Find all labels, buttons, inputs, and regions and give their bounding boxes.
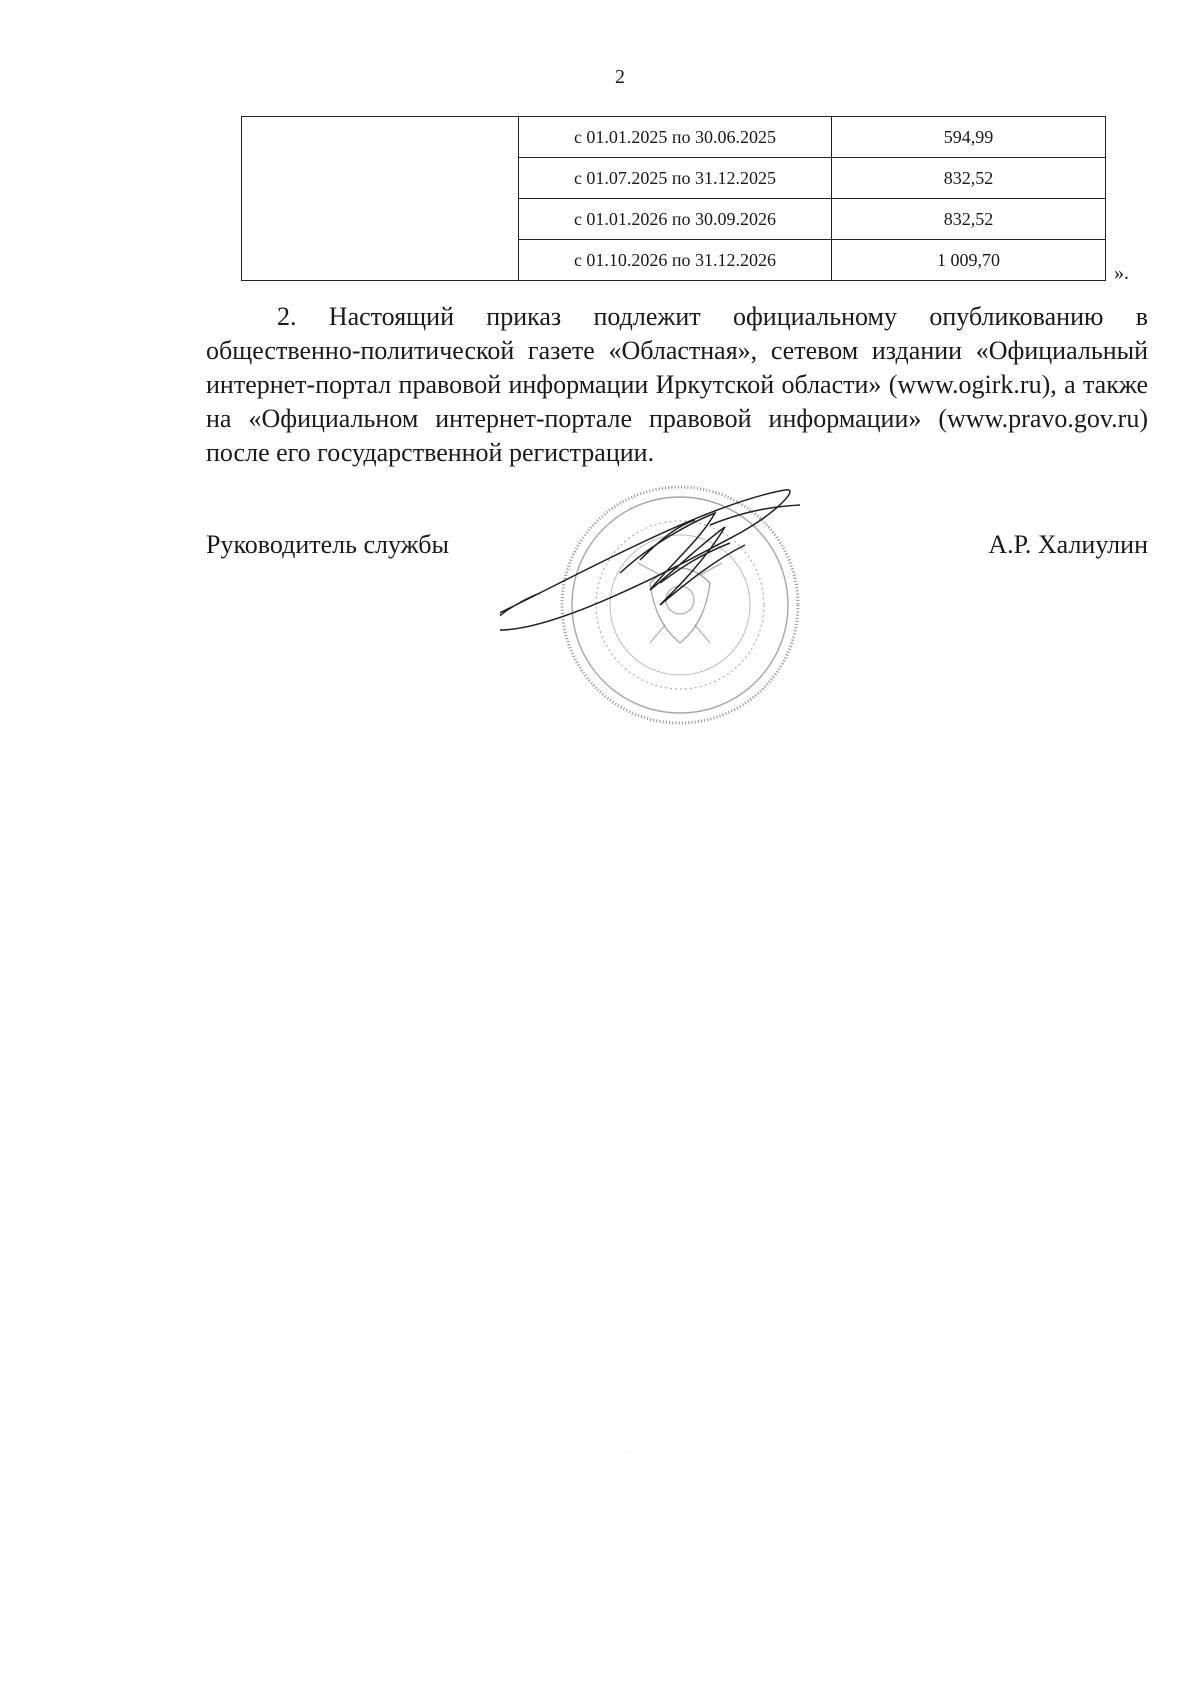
scan-dot: ·	[626, 1448, 629, 1457]
table-row	[242, 117, 1106, 158]
page-number: 2	[615, 66, 625, 88]
signatory-name: А.Р. Халиулин	[988, 530, 1148, 559]
value-cell: 832,52	[832, 199, 1106, 240]
period-cell: с 01.01.2025 по 30.06.2025	[519, 117, 832, 158]
official-seal-stamp	[500, 465, 860, 745]
publication-paragraph: 2. Настоящий приказ подлежит официальному опубликованию в общественно-политической газете «Областная», сетевом издании «Официальный интернет-портал правовой информации Иркутской области» (www.ogirk.ru), а также на «Официальном интернет-портале правовой информации» (www.pravo.gov.ru) после его государственной регистрации.	[206, 302, 1148, 467]
seal-graphic	[562, 487, 798, 723]
value-cell: 594,99	[832, 117, 1106, 158]
value-cell: 1 009,70	[832, 240, 1106, 281]
merged-empty-cell	[242, 117, 519, 281]
tariff-table	[241, 116, 1106, 281]
period-cell: с 01.10.2026 по 31.12.2026	[519, 240, 832, 281]
period-cell: с 01.07.2025 по 31.12.2025	[519, 158, 832, 199]
period-cell: с 01.01.2026 по 30.09.2026	[519, 199, 832, 240]
handwritten-signature	[500, 490, 800, 630]
signatory-title: Руководитель службы	[206, 530, 449, 559]
value-cell: 832,52	[832, 158, 1106, 199]
closing-quote: ».	[1114, 262, 1129, 284]
